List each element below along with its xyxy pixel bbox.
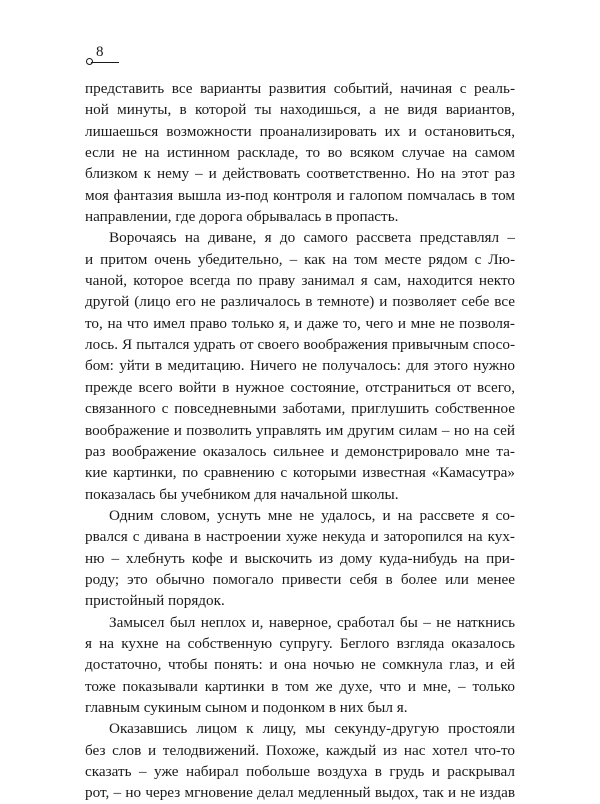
text-line: близком к нему – и действовать соответственно. Но на этот раз — [85, 165, 515, 183]
text-line: направлении, где дорога обрывалась в пропасть. — [85, 208, 399, 226]
text-line: воображение и позволить управлять им другим силам – но на сей — [85, 421, 515, 439]
paragraph — [85, 612, 515, 719]
header-rule — [91, 62, 119, 63]
text-line: раз воображение оказалось сильнее и демонстрировало мне та- — [85, 442, 515, 460]
text-line: представить все варианты развития событий, начиная с реаль- — [85, 80, 515, 97]
text-line: пристойный порядок. — [85, 592, 225, 610]
page-number: 8 — [96, 44, 104, 60]
text-line: рот, – но через мгновение делал медленный выдох, так и не издав — [85, 784, 515, 802]
text-line: без слов и телодвижений. Похоже, каждый из нас хотел что-то — [85, 741, 515, 759]
text-line: я на кухне на собственную супругу. Беглого взгляда оказалось — [85, 634, 515, 652]
page-header — [85, 40, 205, 70]
paragraph — [85, 78, 515, 227]
paragraph — [85, 227, 515, 504]
text-line: лишаешься возможности проанализировать их и остановиться, — [85, 122, 515, 140]
text-line: другой (лицо его не различалось в темноте) и позволяет себе все — [85, 293, 515, 311]
text-line: Ворочаясь на диване, я до самого рассвета представлял – — [109, 229, 515, 247]
text-line: ню – хлебнуть кофе и выскочить из дому куда-нибудь на при- — [85, 549, 515, 567]
text-line: Замысел был неплох и, наверное, сработал бы – не наткнись — [109, 613, 515, 631]
text-line: Одним словом, уснуть мне не удалось, и на рассвете я со- — [109, 506, 515, 524]
text-line: рвался с дивана в настроении хуже некуда и заторопился на кух- — [85, 528, 515, 546]
text-line: и притом очень убедительно, – как на том месте рядом с Лю- — [85, 250, 515, 268]
text-line: показалась бы учебником для начальной школы. — [85, 485, 399, 503]
text-line: сказать – уже набирал побольше воздуха в грудь и раскрывал — [85, 763, 515, 780]
text-line: если не на истинном раскладе, то во всяком случае на самом — [85, 144, 515, 162]
text-line: главным сукиным сыном и подонком в них был я. — [85, 698, 408, 716]
text-line: прежде всего войти в нужное состояние, отстраниться от всего, — [85, 378, 515, 396]
text-line: достаточно, чтобы понять: и она ночью не сомкнула глаз, и ей — [85, 656, 515, 674]
body-text — [85, 78, 515, 804]
text-line: бом: уйти в медитацию. Ничего не получалось: для этого нужно — [85, 357, 515, 375]
text-line: кие картинки, по сравнению с которыми известная «Камасутра» — [85, 464, 515, 482]
text-line: моя фантазия вышла из-под контроля и галопом помчалась в том — [85, 186, 515, 204]
paragraph — [85, 718, 515, 803]
text-line: Оказавшись лицом к лицу, мы секунду-другую простояли — [109, 720, 515, 738]
text-line: то, на что имел право только я, и даже то, чего и мне не позволя- — [85, 314, 515, 332]
text-line: лось. Я пытался удрать от своего воображения привычным спосо- — [85, 336, 515, 354]
text-line: тоже показывали картинки в том же духе, что и мне, – только — [85, 677, 515, 695]
text-line: связанного с повседневными заботами, приглушить собственное — [85, 400, 515, 418]
text-line: чаной, которое всегда по праву занимал я сам, находится некто — [85, 272, 515, 290]
text-line: роду; это обычно помогало привести себя в более или менее — [85, 570, 515, 588]
text-line: ной минуты, в которой ты находишься, а не видя вариантов, — [85, 101, 515, 119]
paragraph — [85, 505, 515, 612]
